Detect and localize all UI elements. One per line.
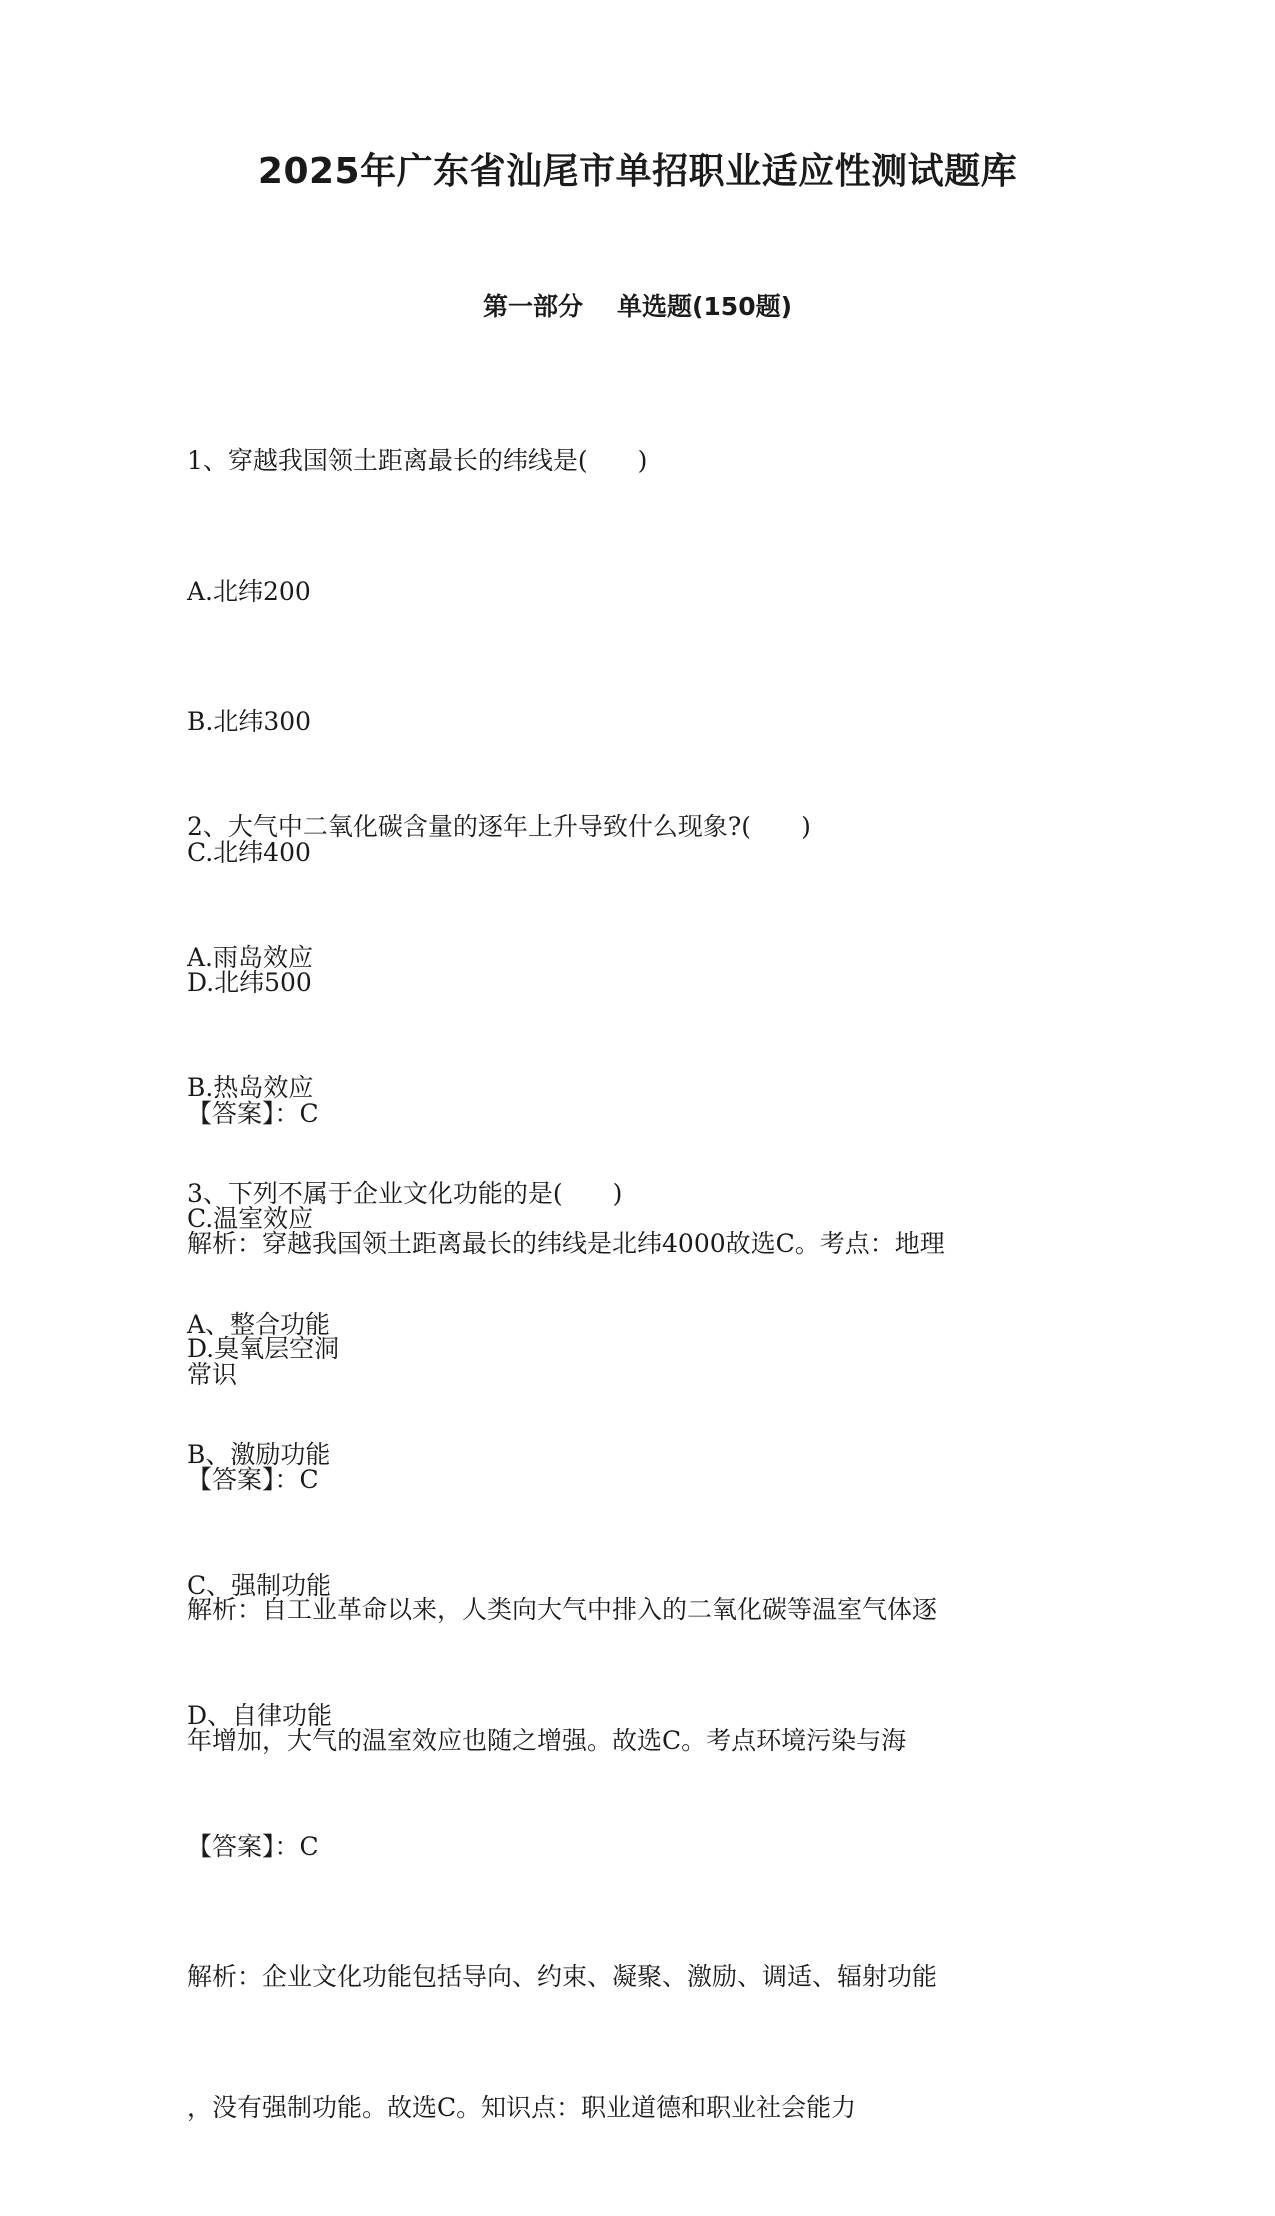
explanation-line: 年增加，大气的温室效应也随之增强。故选C。考点环境污染与海 [187, 1725, 907, 1755]
option-d: D、自律功能 [187, 1701, 333, 1730]
section-title [0, 290, 1275, 324]
option-d: D.北纬500 [187, 968, 312, 997]
section-name-label: 单选题(150题) [616, 292, 793, 321]
question-stem: 3、下列不属于企业文化功能的是( ) [187, 1179, 623, 1208]
explanation-line: 解析：穿越我国领土距离最长的纬线是北纬4000故选C。考点：地理 [187, 1229, 945, 1258]
answer-line: 【答案】：C [187, 1098, 319, 1128]
answer-line: 【答案】：C [187, 1464, 319, 1494]
option-a: A、整合功能 [187, 1309, 331, 1339]
option-a: A.北纬200 [187, 576, 311, 606]
document-title: 2025年广东省汕尾市单招职业适应性测试题库 [257, 151, 1018, 192]
option-d: D.臭氧层空洞 [187, 1334, 340, 1363]
section-part-label: 第一部分 [482, 292, 583, 321]
option-c: C.温室效应 [187, 1203, 314, 1233]
answer-line: 【答案】：C [187, 1831, 319, 1861]
option-c: C、强制功能 [187, 1570, 332, 1600]
explanation-line: ，没有强制功能。故选C。知识点：职业道德和职业社会能力 [187, 2092, 857, 2122]
option-b: B、激励功能 [187, 1440, 331, 1469]
question-stem: 2、大气中二氧化碳含量的逐年上升导致什么现象?( ) [187, 812, 811, 841]
explanation-line: 解析：企业文化功能包括导向、约束、凝聚、激励、调适、辐射功能 [187, 1962, 938, 1991]
explanation-line: 常识 [187, 1359, 238, 1389]
question-3 [187, 1085, 1067, 2216]
option-b: B.热岛效应 [187, 1073, 314, 1102]
question-stem: 1、穿越我国领土距离最长的纬线是( ) [187, 446, 648, 475]
option-a: A.雨岛效应 [187, 942, 314, 972]
option-c: C.北纬400 [187, 837, 311, 867]
option-b: B.北纬300 [187, 707, 312, 736]
explanation-line: 解析：自工业革命以来，人类向大气中排入的二氧化碳等温室气体逐 [187, 1595, 938, 1624]
